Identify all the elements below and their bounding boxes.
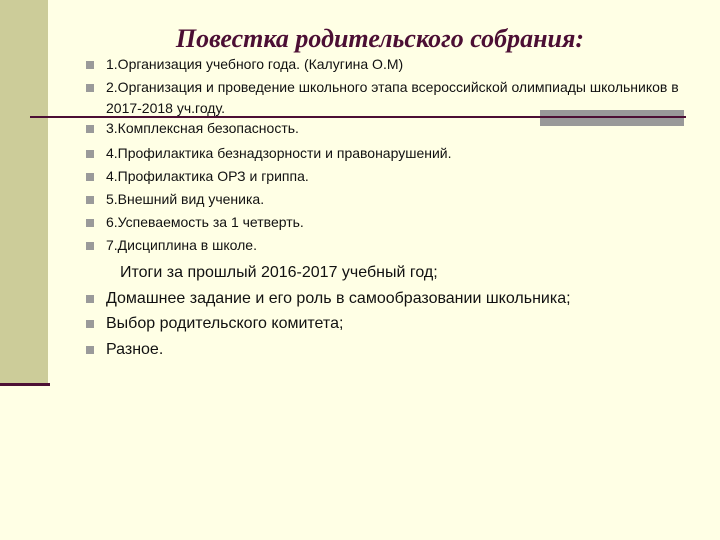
- square-bullet-icon: [86, 320, 94, 328]
- agenda-item-text: 7.Дисциплина в школе.: [106, 237, 257, 253]
- agenda-item-text: 5.Внешний вид ученика.: [106, 191, 265, 207]
- square-bullet-icon: [86, 61, 94, 69]
- slide-title: Повестка родительского собрания:: [175, 24, 585, 53]
- square-bullet-icon: [86, 295, 94, 303]
- agenda-item-text: 3.Комплексная безопасность.: [106, 120, 299, 136]
- square-bullet-icon: [86, 346, 94, 354]
- agenda-item-text: 1.Организация учебного года. (Калугина О.М): [106, 56, 404, 72]
- square-bullet-icon: [86, 84, 94, 92]
- square-bullet-icon: [86, 125, 94, 133]
- agenda-item-text: 2.Организация и проведение школьного этапа всероссийской олимпиады школьников в 2017-2018 уч.году.: [106, 79, 679, 116]
- agenda-item-text: 4.Профилактика ОРЗ и гриппа.: [106, 168, 309, 184]
- square-bullet-icon: [86, 219, 94, 227]
- square-bullet-icon: [86, 173, 94, 181]
- agenda-item-text: Домашнее задание и его роль в самообразовании школьника;: [106, 290, 571, 307]
- square-bullet-icon: [86, 196, 94, 204]
- square-bullet-icon: [86, 242, 94, 250]
- agenda-item-no-bullet: Итоги за прошлый 2016-2017 учебный год;: [120, 264, 438, 281]
- agenda-item-text: Выбор родительского комитета;: [106, 315, 344, 332]
- agenda-item-text: Разное.: [106, 341, 164, 358]
- agenda-item-text: 4.Профилактика безнадзорности и правонарушений.: [106, 145, 452, 161]
- agenda-item-text: 6.Успеваемость за 1 четверть.: [106, 214, 304, 230]
- square-bullet-icon: [86, 150, 94, 158]
